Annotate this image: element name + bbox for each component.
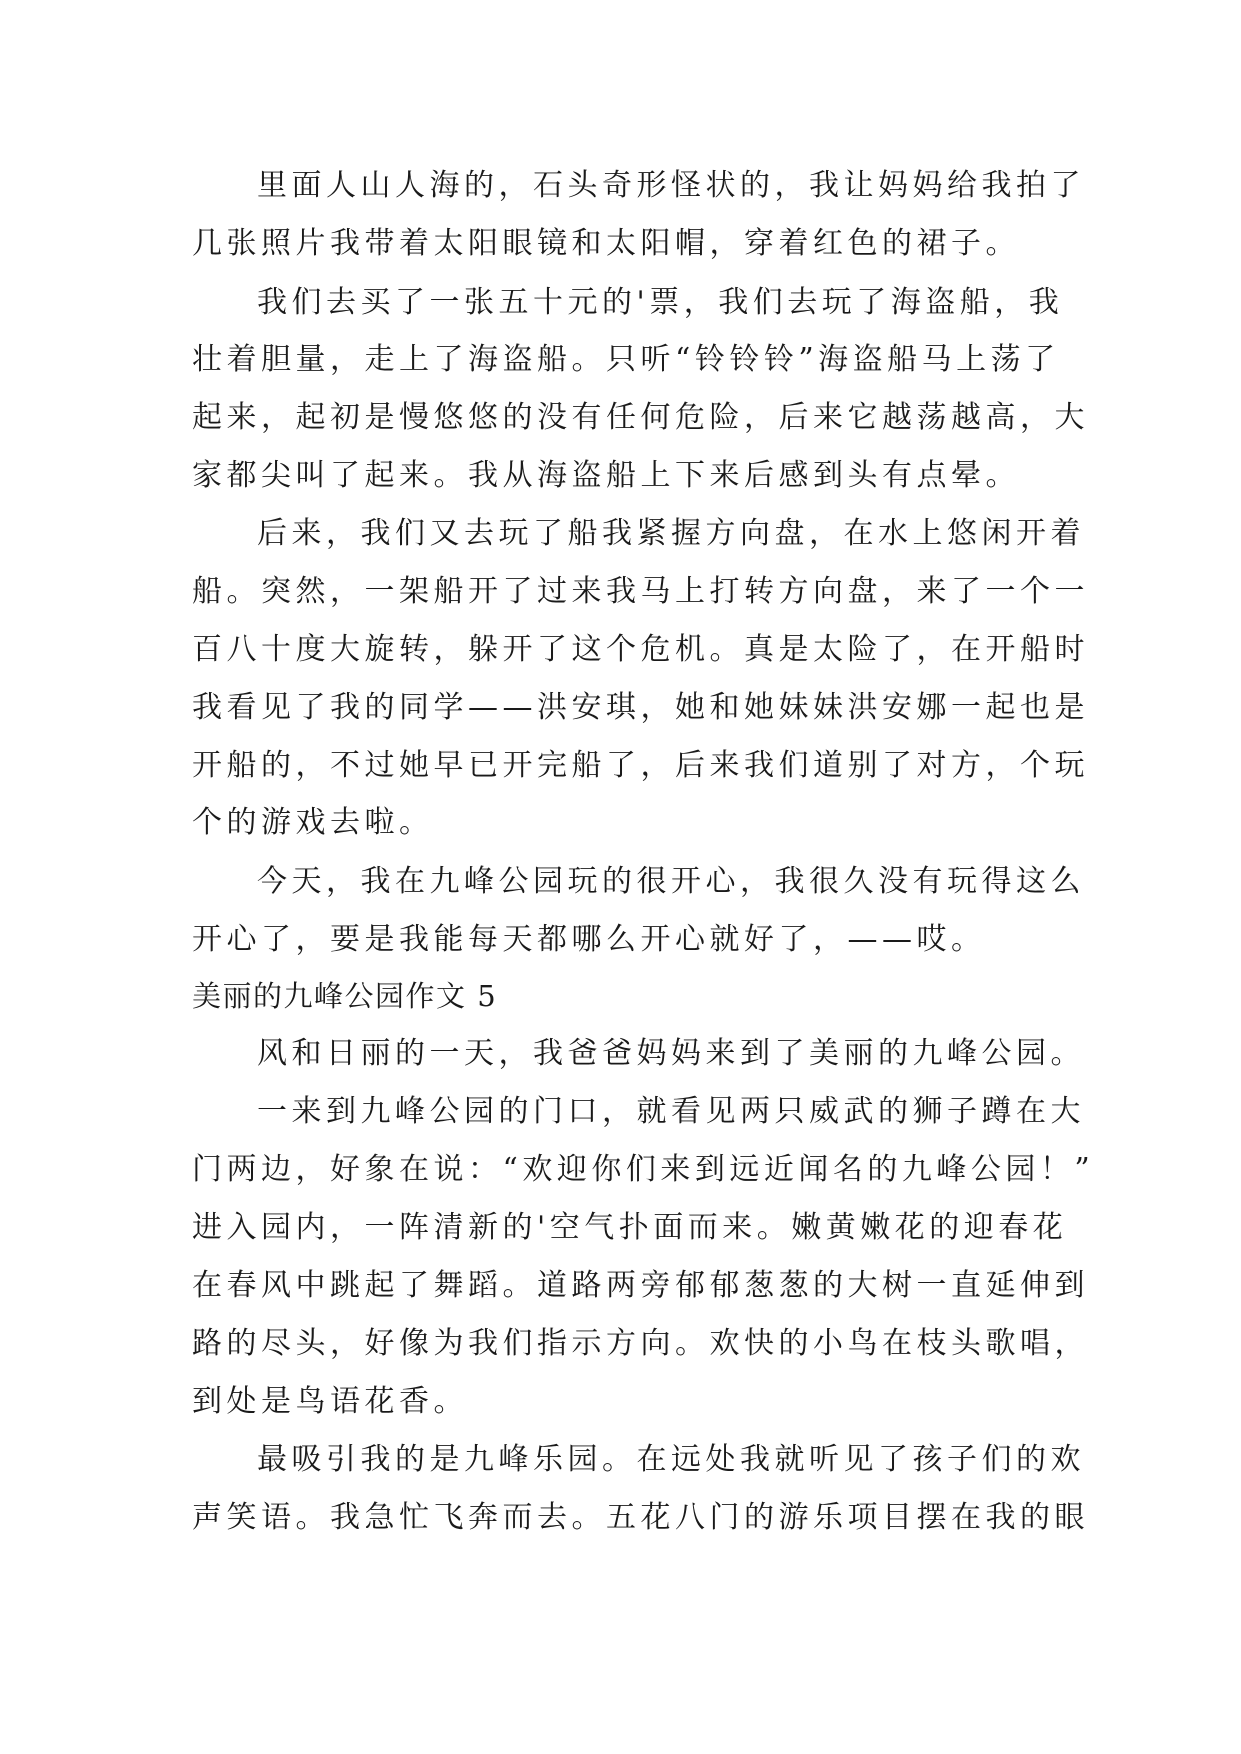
paragraph-line: 后来，我们又去玩了船我紧握方向盘，在水上悠闲开着 <box>257 516 1085 551</box>
paragraph-line: 壮着胆量，走上了海盗船。只听“铃铃铃”海盗船马上荡了 <box>192 342 1060 377</box>
paragraph-line: 开心了，要是我能每天都哪么开心就好了，——哎。 <box>192 922 986 957</box>
paragraph-line: 最吸引我的是九峰乐园。在远处我就听见了孩子们的欢 <box>257 1442 1085 1477</box>
paragraph-line: 路的尽头，好像为我们指示方向。欢快的小鸟在枝头歌唱， <box>192 1326 1089 1361</box>
paragraph-line: 在春风中跳起了舞蹈。道路两旁郁郁葱葱的大树一直延伸到 <box>192 1268 1089 1303</box>
paragraph-line: 个的游戏去啦。 <box>192 805 434 840</box>
paragraph-line: 一来到九峰公园的门口，就看见两只威武的狮子蹲在大 <box>257 1094 1085 1129</box>
paragraph-line: 家都尖叫了起来。我从海盗船上下来后感到头有点晕。 <box>192 458 1020 493</box>
paragraph-line: 门两边，好象在说：“欢迎你们来到远近闻名的九峰公园！” <box>192 1152 1095 1187</box>
paragraph-line: 开船的，不过她早已开完船了，后来我们道别了对方，个玩 <box>192 748 1089 783</box>
paragraph-line: 风和日丽的一天，我爸爸妈妈来到了美丽的九峰公园。 <box>257 1036 1085 1071</box>
paragraph-line: 到处是鸟语花香。 <box>192 1384 468 1419</box>
paragraph-line: 船。突然，一架船开了过来我马上打转方向盘，来了一个一 <box>192 574 1089 609</box>
paragraph-line: 声笑语。我急忙飞奔而去。五花八门的游乐项目摆在我的眼 <box>192 1500 1089 1535</box>
paragraph-line: 进入园内，一阵清新的'空气扑面而来。嫩黄嫩花的迎春花 <box>192 1210 1068 1245</box>
paragraph-line: 里面人山人海的，石头奇形怪状的，我让妈妈给我拍了 <box>257 168 1085 203</box>
paragraph-line: 我看见了我的同学——洪安琪，她和她妹妹洪安娜一起也是 <box>192 690 1089 725</box>
section-heading: 美丽的九峰公园作文 5 <box>192 979 498 1013</box>
paragraph-line: 我们去买了一张五十元的'票，我们去玩了海盗船，我 <box>257 285 1064 320</box>
paragraph-line: 百八十度大旋转，躲开了这个危机。真是太险了，在开船时 <box>192 632 1089 667</box>
paragraph-line: 起来，起初是慢悠悠的没有任何危险，后来它越荡越高，大 <box>192 400 1089 435</box>
paragraph-line: 几张照片我带着太阳眼镜和太阳帽，穿着红色的裙子。 <box>192 226 1020 261</box>
paragraph-line: 今天，我在九峰公园玩的很开心，我很久没有玩得这么 <box>257 864 1085 899</box>
